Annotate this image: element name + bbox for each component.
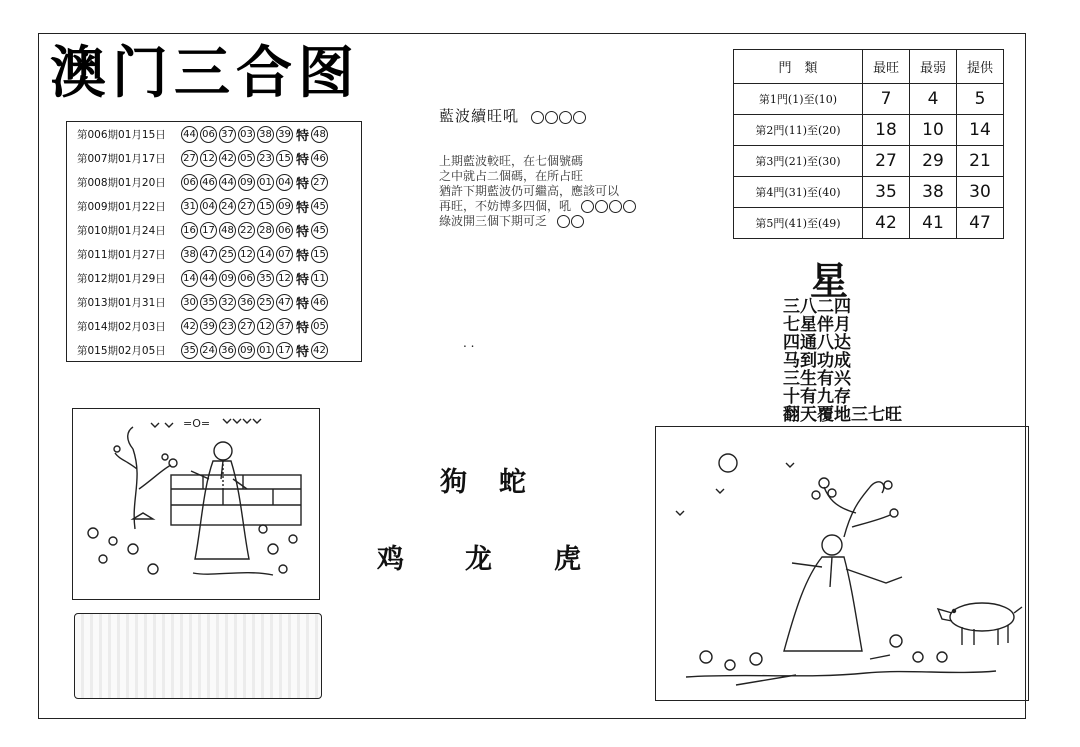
header-offer: 提供	[957, 50, 1004, 84]
draw-row	[67, 194, 361, 218]
heading-circles	[531, 111, 587, 124]
ball-number: 39	[200, 318, 217, 335]
draw-row	[67, 170, 361, 194]
poem-line: 四通八达	[783, 333, 851, 353]
header-hot: 最旺	[863, 50, 910, 84]
draw-row	[67, 122, 361, 146]
analysis-line: 上期藍波較旺，在七個號碼	[439, 154, 584, 168]
faded-text-box	[74, 613, 322, 699]
ball-number: 27	[238, 318, 255, 335]
zodiac-snake: 蛇	[499, 467, 526, 498]
special-ball-number: 46	[311, 150, 328, 167]
ball-number: 38	[257, 126, 274, 143]
stats-row	[734, 177, 1004, 208]
stats-row	[734, 84, 1004, 115]
wave-heading	[439, 105, 587, 126]
poem-line: 三八二四	[783, 297, 851, 317]
ball-number: 17	[276, 342, 293, 359]
ball-number: 44	[219, 174, 236, 191]
dots: . .	[463, 336, 475, 350]
door-range: 第2門(11)至(20)	[734, 115, 863, 146]
poem-line: 马到功成	[783, 351, 851, 371]
ball-number: 15	[257, 198, 274, 215]
special-ball-number: 42	[311, 342, 328, 359]
ball-number: 30	[181, 294, 198, 311]
ball-number: 36	[219, 342, 236, 359]
header-door: 門 類	[734, 50, 863, 84]
stats-row	[734, 208, 1004, 239]
ball-number: 37	[276, 318, 293, 335]
ball-number: 12	[257, 318, 274, 335]
ball-number: 35	[200, 294, 217, 311]
ball-number: 35	[257, 270, 274, 287]
special-mark: 特	[296, 248, 310, 264]
special-mark: 特	[296, 152, 310, 168]
ball-number: 14	[181, 270, 198, 287]
mini-circle	[545, 111, 558, 124]
special-mark: 特	[296, 272, 310, 288]
ball-number: 07	[276, 246, 293, 263]
draw-row	[67, 314, 361, 338]
ball-number: 28	[257, 222, 274, 239]
draw-row	[67, 146, 361, 170]
ball-number: 14	[257, 246, 274, 263]
draw-row	[67, 242, 361, 266]
draw-row	[67, 290, 361, 314]
special-ball-number: 45	[311, 198, 328, 215]
ball-number: 06	[238, 270, 255, 287]
ball-number: 25	[257, 294, 274, 311]
ball-number: 27	[181, 150, 198, 167]
door-range: 第4門(31)至(40)	[734, 177, 863, 208]
draw-period-label: 第011期01月27日	[77, 248, 166, 261]
cold-number: 4	[910, 84, 957, 115]
ball-number: 06	[200, 126, 217, 143]
special-mark: 特	[296, 128, 310, 144]
ball-number: 23	[219, 318, 236, 335]
hot-number: 42	[863, 208, 910, 239]
ball-number: 06	[276, 222, 293, 239]
door-stats-table	[733, 49, 1004, 239]
draw-period-label: 第014期02月03日	[77, 320, 166, 333]
ball-number: 15	[276, 150, 293, 167]
door-range: 第1門(1)至(10)	[734, 84, 863, 115]
cold-number: 38	[910, 177, 957, 208]
poem-line: 十有九存	[783, 387, 851, 407]
ball-number: 48	[219, 222, 236, 239]
hot-number: 35	[863, 177, 910, 208]
ball-number: 47	[276, 294, 293, 311]
svg-text:=O=: =O=	[183, 417, 211, 430]
ball-number: 04	[200, 198, 217, 215]
special-mark: 特	[296, 200, 310, 216]
special-ball-number: 45	[311, 222, 328, 239]
special-mark: 特	[296, 344, 310, 360]
special-mark: 特	[296, 296, 310, 312]
star-title: 星	[810, 258, 849, 303]
draw-period-label: 第015期02月05日	[77, 344, 166, 357]
inline-circles	[557, 215, 585, 228]
ball-number: 35	[181, 342, 198, 359]
star-poem	[783, 298, 902, 424]
draw-row	[67, 338, 361, 362]
ball-number: 47	[200, 246, 217, 263]
stats-row	[734, 146, 1004, 177]
poem-line: 翻天覆地三七旺	[783, 405, 902, 425]
ball-number: 32	[219, 294, 236, 311]
ball-number: 04	[276, 174, 293, 191]
ball-number: 46	[200, 174, 217, 191]
offer-number: 21	[957, 146, 1004, 177]
cold-number: 41	[910, 208, 957, 239]
ball-number: 24	[219, 198, 236, 215]
mini-circle	[573, 111, 586, 124]
hot-number: 7	[863, 84, 910, 115]
wave-analysis-text	[439, 154, 679, 229]
special-ball-number: 27	[311, 174, 328, 191]
ball-number: 39	[276, 126, 293, 143]
draw-period-label: 第013期01月31日	[77, 296, 166, 309]
draw-period-label: 第006期01月15日	[77, 128, 166, 141]
offer-number: 5	[957, 84, 1004, 115]
ball-number: 31	[181, 198, 198, 215]
analysis-line: 綠波開三個下期可乏	[439, 214, 679, 229]
draw-row	[67, 218, 361, 242]
ball-number: 17	[200, 222, 217, 239]
zodiac-tiger: 虎	[554, 544, 581, 575]
ball-number: 23	[257, 150, 274, 167]
ball-number: 44	[200, 270, 217, 287]
cold-number: 29	[910, 146, 957, 177]
page-title: 澳门三合图	[50, 41, 360, 106]
special-ball-number: 05	[311, 318, 328, 335]
draw-period-label: 第007期01月17日	[77, 152, 166, 165]
special-ball-number: 46	[311, 294, 328, 311]
draw-period-label: 第009期01月22日	[77, 200, 166, 213]
poem-line: 七星伴月	[783, 315, 851, 335]
ball-number: 24	[200, 342, 217, 359]
ball-number: 12	[238, 246, 255, 263]
ball-number: 12	[200, 150, 217, 167]
offer-number: 30	[957, 177, 1004, 208]
mini-circle	[559, 111, 572, 124]
special-mark: 特	[296, 176, 310, 192]
ball-number: 42	[219, 150, 236, 167]
ball-number: 44	[181, 126, 198, 143]
offer-number: 47	[957, 208, 1004, 239]
ball-number: 09	[276, 198, 293, 215]
zodiac-dog: 狗	[440, 467, 467, 498]
special-ball-number: 11	[311, 270, 328, 287]
ball-number: 22	[238, 222, 255, 239]
ball-number: 06	[181, 174, 198, 191]
draw-period-label: 第010期01月24日	[77, 224, 166, 237]
door-range: 第3門(21)至(30)	[734, 146, 863, 177]
hot-number: 18	[863, 115, 910, 146]
ball-number: 37	[219, 126, 236, 143]
special-mark: 特	[296, 320, 310, 336]
wave-heading-text: 藍波續旺吼	[439, 107, 520, 125]
hot-number: 27	[863, 146, 910, 177]
ball-number: 42	[181, 318, 198, 335]
poem-line: 三生有兴	[783, 369, 851, 389]
zodiac-rooster: 鸡	[377, 544, 404, 575]
door-range: 第5門(41)至(49)	[734, 208, 863, 239]
ball-number: 05	[238, 150, 255, 167]
ball-number: 16	[181, 222, 198, 239]
ball-number: 12	[276, 270, 293, 287]
special-ball-number: 15	[311, 246, 328, 263]
draw-history-table	[66, 121, 362, 362]
ball-number: 09	[238, 174, 255, 191]
sage-pig-illustration	[655, 426, 1029, 701]
draw-period-label: 第008期01月20日	[77, 176, 166, 189]
ball-number: 01	[257, 342, 274, 359]
header-cold: 最弱	[910, 50, 957, 84]
draw-row	[67, 266, 361, 290]
ball-number: 09	[219, 270, 236, 287]
special-mark: 特	[296, 224, 310, 240]
ball-number: 03	[238, 126, 255, 143]
cold-number: 10	[910, 115, 957, 146]
stats-row	[734, 115, 1004, 146]
ball-number: 01	[257, 174, 274, 191]
ball-number: 25	[219, 246, 236, 263]
ball-number: 38	[181, 246, 198, 263]
zodiac-dragon: 龙	[465, 544, 492, 575]
mini-circle	[531, 111, 544, 124]
stats-header-row	[734, 50, 1004, 84]
analysis-line: 之中就占二個碼，在所占旺	[439, 169, 584, 183]
sage-illustration	[72, 408, 320, 600]
ball-number: 27	[238, 198, 255, 215]
draw-period-label: 第012期01月29日	[77, 272, 166, 285]
analysis-line: 猶許下期藍波仍可繼高，應該可以	[439, 184, 620, 198]
analysis-line: 再旺，不妨博多四個，吼	[439, 199, 679, 214]
ball-number: 09	[238, 342, 255, 359]
offer-number: 14	[957, 115, 1004, 146]
special-ball-number: 48	[311, 126, 328, 143]
inline-circles	[581, 200, 637, 213]
ball-number: 36	[238, 294, 255, 311]
